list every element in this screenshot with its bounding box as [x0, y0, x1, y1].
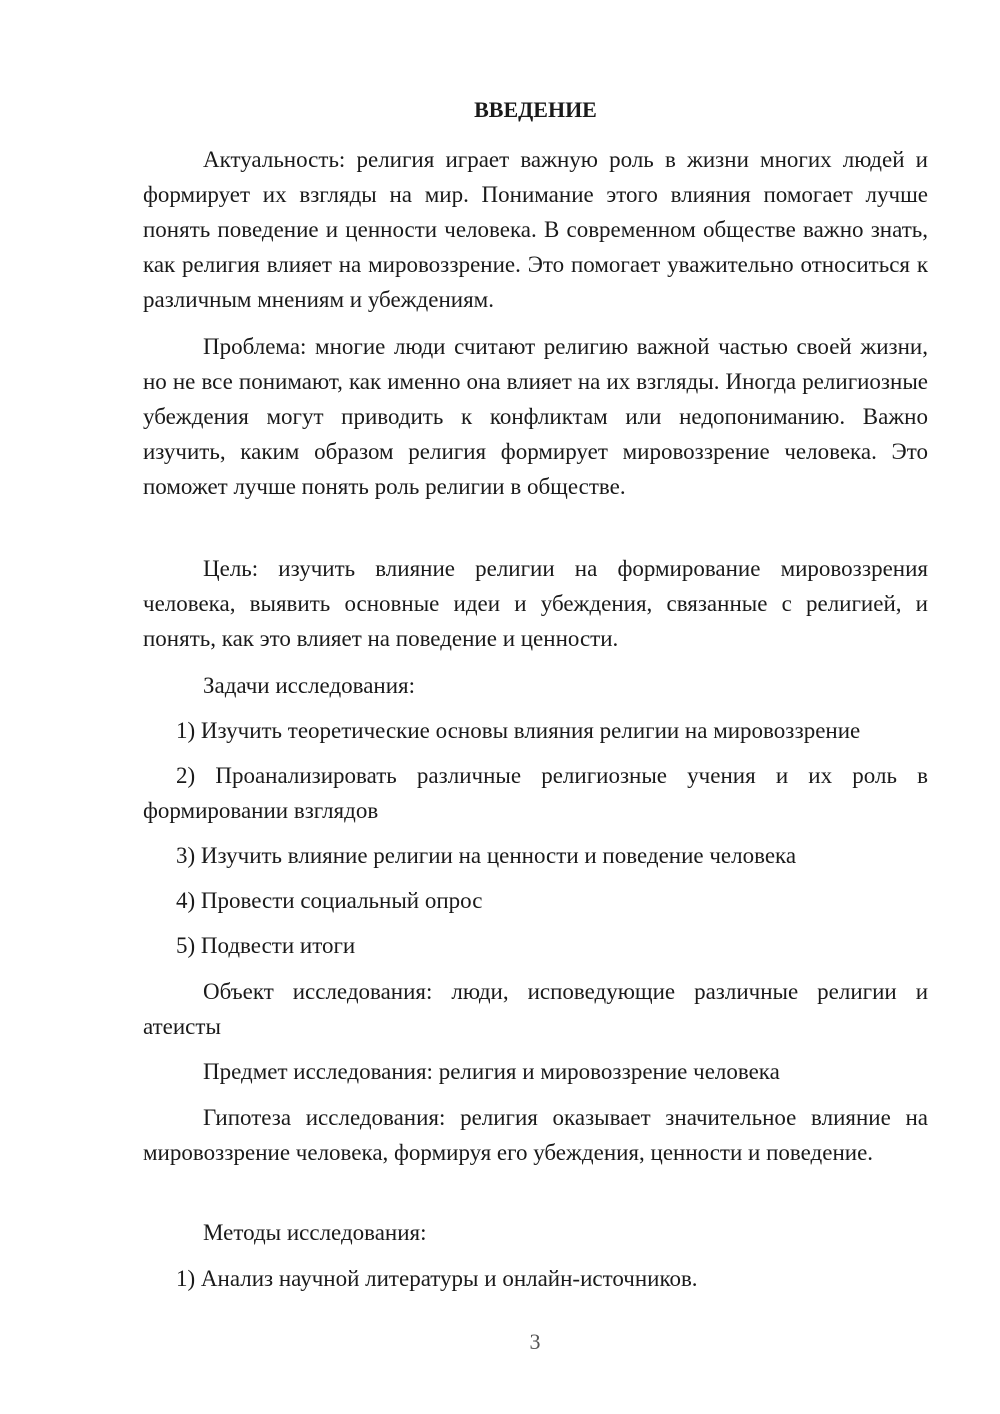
task-item-5: 5) Подвести итоги: [176, 933, 356, 958]
paragraph-object: Объект исследования: люди, исповедующие различные религии и атеисты: [143, 979, 928, 1039]
paragraph-hypothesis: Гипотеза исследования: религия оказывает значительное влияние на мировоззрение человека, формируя его убеждения, ценности и поведение.: [143, 1105, 928, 1165]
paragraph-methods-heading: Методы исследования:: [203, 1220, 427, 1245]
paragraph-goal: Цель: изучить влияние религии на формирование мировоззрения человека, выявить основные идеи и убеждения, связанные с религией, и понять, как это влияет на поведение и ценности.: [143, 556, 928, 651]
task-item-3: 3) Изучить влияние религии на ценности и поведение человека: [176, 843, 797, 868]
paragraph-relevance: Актуальность: религия играет важную роль в жизни многих людей и формирует их взгляды на мир. Понимание этого влияния помогает лучше понять поведение и ценности человека. В современном обществе важно знать, как религия влияет на мировоззрение. Это помогает уважительно относиться к различным мнениям и убеждениям.: [143, 147, 928, 312]
paragraph-tasks-heading: Задачи исследования:: [203, 673, 416, 698]
paragraph-subject: Предмет исследования: религия и мировоззрение человека: [203, 1059, 780, 1084]
task-item-4: 4) Провести социальный опрос: [176, 888, 483, 913]
method-item-1: 1) Анализ научной литературы и онлайн-источников.: [176, 1266, 698, 1291]
paragraph-problem: Проблема: многие люди считают религию важной частью своей жизни, но не все понимают, как именно она влияет на их взгляды. Иногда религиозные убеждения могут приводить к конфликтам или недопониманию. Важно изучить, каким образом религия формирует мировоззрение человека. Это поможет лучше понять роль религии в обществе.: [143, 334, 928, 499]
page-number: 3: [529, 1329, 541, 1354]
task-item-1: 1) Изучить теоретические основы влияния религии на мировоззрение: [176, 718, 861, 743]
section-title: ВВЕДЕНИЕ: [474, 97, 597, 122]
task-item-2: 2) Проанализировать различные религиозные учения и их роль в формировании взглядов: [143, 763, 928, 823]
